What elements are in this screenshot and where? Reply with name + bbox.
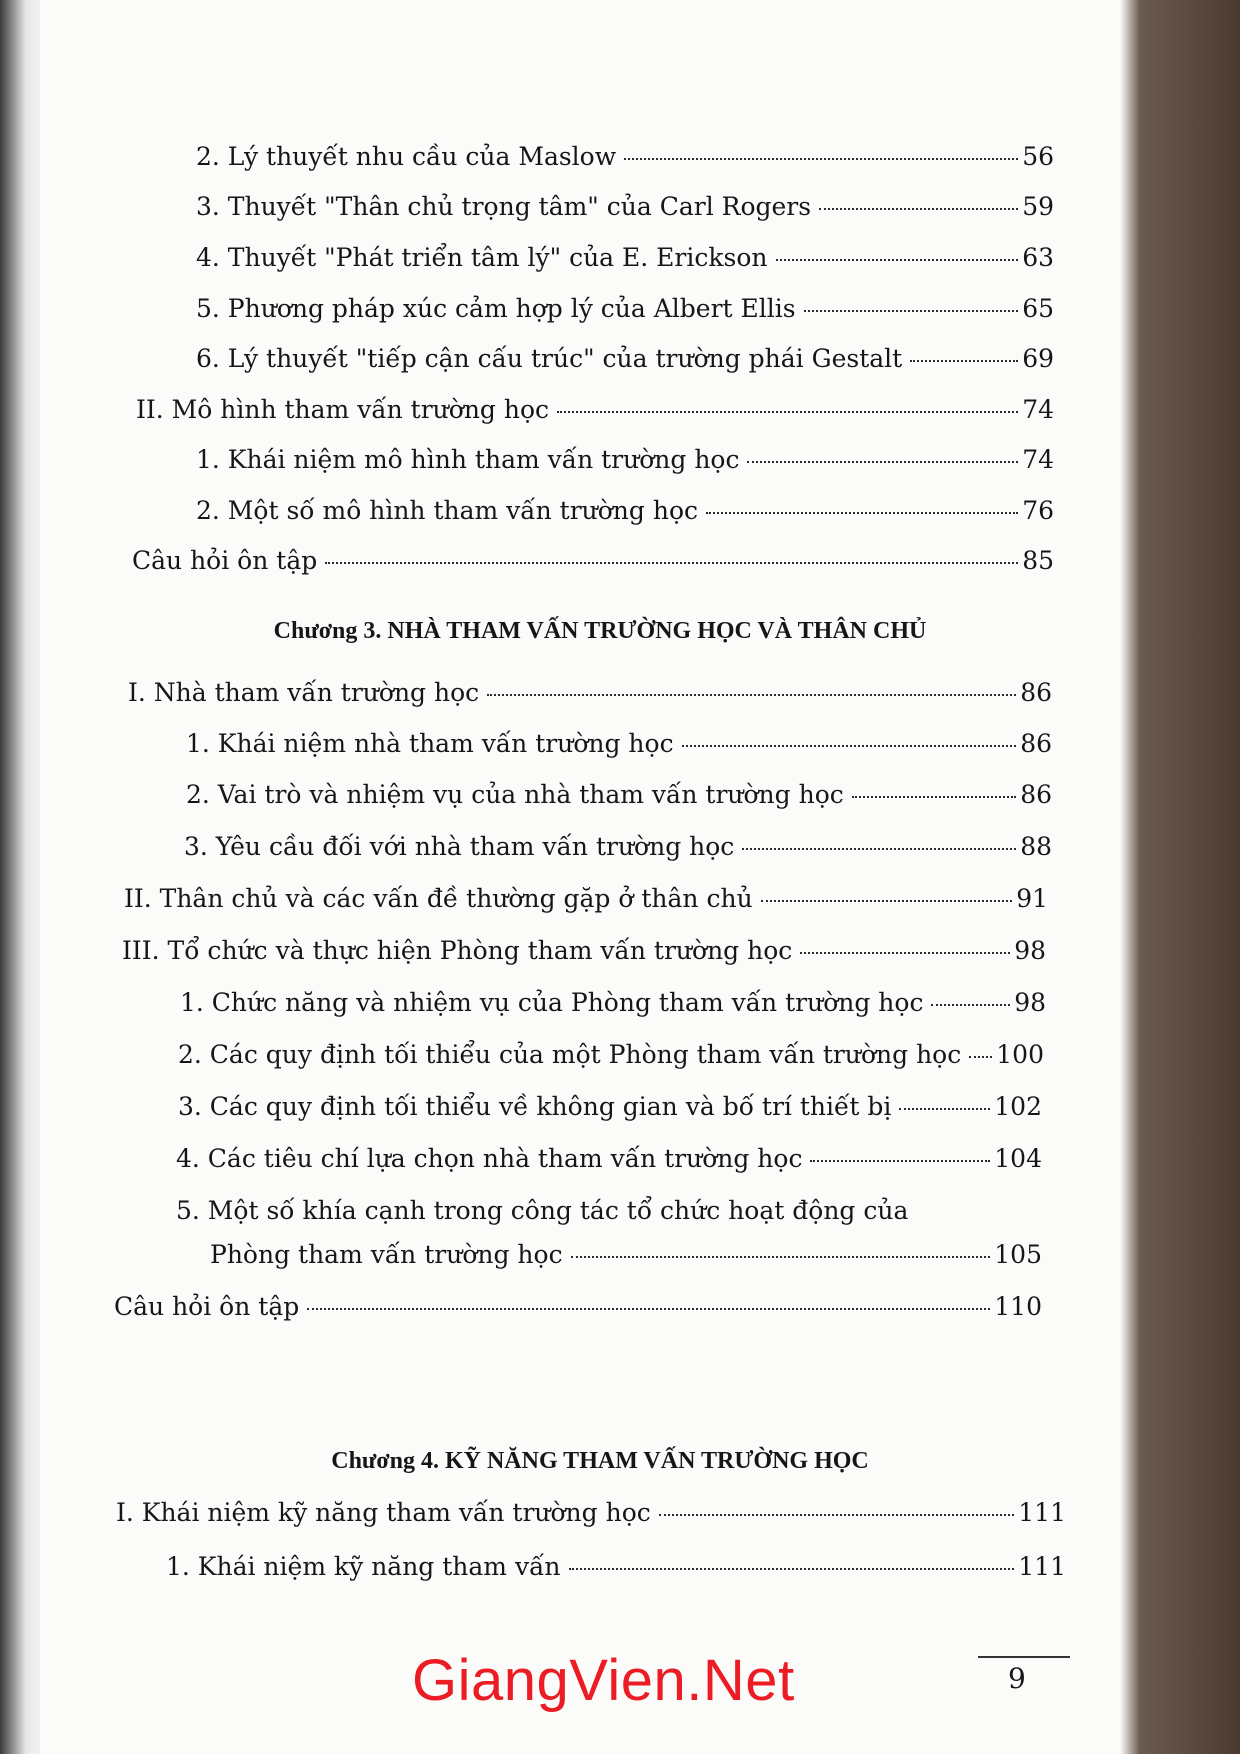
- dot-leader: [706, 512, 1018, 514]
- toc-entry: II. Thân chủ và các vấn đề thường gặp ở thân chủ 91: [124, 884, 1048, 913]
- dot-leader: [804, 310, 1019, 312]
- dot-leader: [969, 1056, 992, 1058]
- toc-entry: I. Nhà tham vấn trường học 86: [128, 678, 1052, 707]
- toc-entry: 1. Khái niệm kỹ năng tham vấn 111: [166, 1552, 1066, 1581]
- dot-leader: [852, 796, 1016, 798]
- toc-entry: Câu hỏi ôn tập 85: [132, 546, 1054, 575]
- toc-entry: 3. Các quy định tối thiểu về không gian và bố trí thiết bị 102: [178, 1092, 1042, 1121]
- dot-leader: [624, 158, 1018, 160]
- toc-entry: 2. Một số mô hình tham vấn trường học 76: [196, 496, 1054, 525]
- watermark-link[interactable]: GiangVien.Net: [412, 1648, 795, 1713]
- dot-leader: [682, 745, 1017, 747]
- dot-leader: [659, 1514, 1015, 1516]
- dot-leader: [325, 562, 1018, 564]
- toc-entry: Câu hỏi ôn tập 110: [114, 1292, 1042, 1321]
- toc-entry: I. Khái niệm kỹ năng tham vấn trường học 111: [116, 1498, 1066, 1527]
- dot-leader: [776, 259, 1019, 261]
- dot-leader: [800, 952, 1010, 954]
- toc-entry: 5. Phương pháp xúc cảm hợp lý của Albert Ellis 65: [196, 294, 1054, 323]
- toc-entry: 2. Các quy định tối thiểu của một Phòng tham vấn trường học 100: [178, 1040, 1044, 1069]
- page-number-rule: [978, 1656, 1070, 1658]
- dot-leader: [557, 411, 1018, 413]
- dot-leader: [742, 848, 1016, 850]
- chapter-4-heading: Chương 4. KỸ NĂNG THAM VẤN TRƯỜNG HỌC: [331, 1448, 869, 1474]
- toc-entry: 4. Thuyết "Phát triển tâm lý" của E. Erickson 63: [196, 243, 1054, 272]
- dot-leader: [910, 360, 1018, 362]
- dot-leader: [747, 461, 1018, 463]
- dot-leader: [819, 208, 1018, 210]
- toc-entry: 2. Lý thuyết nhu cầu của Maslow 56: [196, 142, 1054, 171]
- dot-leader: [761, 900, 1013, 902]
- dot-leader: [571, 1256, 991, 1258]
- dot-leader: [810, 1160, 990, 1162]
- toc-entry: 3. Thuyết "Thân chủ trọng tâm" của Carl Rogers 59: [196, 192, 1054, 221]
- toc-entry: 4. Các tiêu chí lựa chọn nhà tham vấn trường học 104: [176, 1144, 1042, 1173]
- toc-entry: III. Tổ chức và thực hiện Phòng tham vấn trường học 98: [122, 936, 1046, 965]
- toc-entry: 1. Chức năng và nhiệm vụ của Phòng tham vấn trường học 98: [180, 988, 1046, 1017]
- dot-leader: [307, 1308, 990, 1310]
- dot-leader: [931, 1004, 1010, 1006]
- toc-entry: 1. Khái niệm mô hình tham vấn trường học 74: [196, 445, 1054, 474]
- toc-entry: Phòng tham vấn trường học 105: [210, 1240, 1042, 1269]
- dot-leader: [899, 1108, 990, 1110]
- chapter-3-heading: Chương 3. NHÀ THAM VẤN TRƯỜNG HỌC VÀ THÂN CHỦ: [273, 618, 927, 644]
- toc-entry: 2. Vai trò và nhiệm vụ của nhà tham vấn trường học 86: [186, 780, 1052, 809]
- page-number: 9: [1008, 1662, 1026, 1695]
- toc-entry: 6. Lý thuyết "tiếp cận cấu trúc" của trường phái Gestalt 69: [196, 344, 1054, 373]
- toc-entry: II. Mô hình tham vấn trường học 74: [136, 395, 1054, 424]
- toc-entry: 3. Yêu cầu đối với nhà tham vấn trường học 88: [184, 832, 1052, 861]
- dot-leader: [569, 1568, 1015, 1570]
- toc-entry-continued: 5. Một số khía cạnh trong công tác tổ chức hoạt động của: [176, 1196, 909, 1225]
- dot-leader: [487, 694, 1016, 696]
- toc-entry: 1. Khái niệm nhà tham vấn trường học 86: [186, 729, 1052, 758]
